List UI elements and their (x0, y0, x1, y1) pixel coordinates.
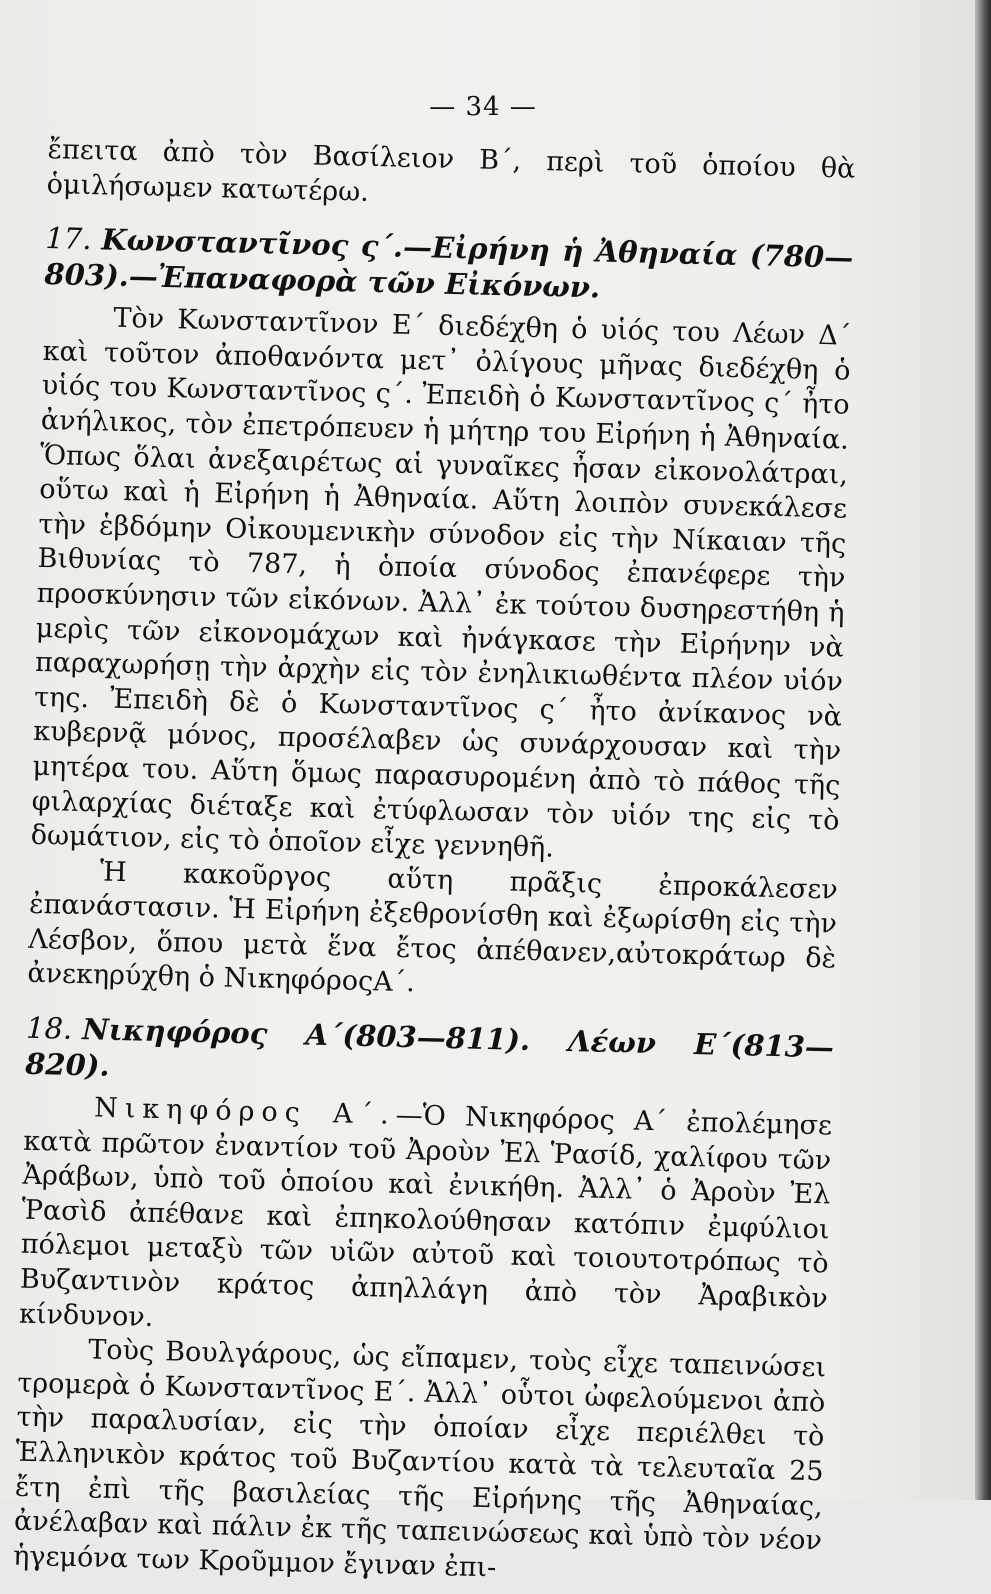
paragraph-body: —Ὁ Νικηφόρος Α΄ ἐπολέμησε κατὰ πρῶτον ἐναντίον τοῦ Ἀροὺν Ἐλ Ῥασίδ, χαλίφου τῶν Ἀράβων, ὑπὸ τοῦ ὁποίου καὶ ἐνικήθη. Ἀλλ᾽ ὁ Ἀροὺν Ἐλ Ῥασὶδ ἀπέθανε καὶ ἐπηκολούθησαν κατόπιν ἐμφύλιοι πόλεμοι μεταξὺ τῶν υἱῶν αὐτοῦ καὶ τοιουτοτρόπως τὸ Βυζαντινὸν κράτος ἀπηλλάγη ἀπὸ τὸν Ἀραβικὸν κίνδυνον. (18, 1099, 833, 1333)
page-text (13, 133, 856, 1594)
paragraph: Τοὺς Βουλγάρους, ὡς εἴπαμεν, τοὺς εἶχε ταπεινώσει τρομερὰ ὁ Κωνσταντῖνος Ε΄. Ἀλλ᾽ οὗτοι ὠφελούμενοι ἀπὸ τὴν παραλυσίαν, εἰς τὴν ὁποίαν εἶχε περιέλθει τὸ Ἑλληνικὸν κράτος τοῦ Βυζαντίου κατὰ τὰ τελευταῖα 25 ἔτη ἐπὶ τῆς βασιλείας τῆς Εἰρήνης τῆς Ἀθηναίας, ἀνέλαβαν καὶ πάλιν ἐκ τῆς ταπεινώσεως καὶ ὑπὸ τὸν νέον ἡγεμόνα των Κροῦμμον ἔγιναν ἐπι- (12, 1334, 827, 1584)
paragraph: Τὸν Κωνσταντῖνον Ε΄ διεδέχθη ὁ υἱός του Λέων Δ΄ καὶ τοῦτον ἀποθανόντα μετ᾽ ὀλίγους μῆνας διεδέχθη ὁ υἱός του Κωνσταντῖνος ς΄. Ἐπειδὴ ὁ Κωνσταντῖνος ς΄ ἦτο ἀνήλικος, τὸν ἐπετρόπευεν ἡ μήτηρ του Εἰρήνη ἡ Ἀθηναία. Ὅπως ὅλαι ἀνεξαιρέτως αἱ γυναῖκες ἦσαν εἰκονολάτραι, οὕτω καὶ ἡ Εἰρήνη ἡ Ἀθηναία. Αὕτη λοιπὸν συνεκάλεσε τὴν ἑβδόμην Οἰκουμενικὴν σύνοδον εἰς τὴν Νίκαιαν τῆς Βιθυνίας τὸ 787, ἡ ὁποία σύνοδος ἐπανέφερε τὴν προσκύνησιν τῶν εἰκόνων. Ἀλλ᾽ ἐκ τούτου δυσηρεστήθη ἡ μερὶς τῶν εἰκονομάχων καὶ ἠνάγκασε τὴν Εἰρήνην νὰ παραχωρήσῃ τὴν ἀρχὴν εἰς τὸν ἐνηλικιωθέντα πλέον υἱόν της. Ἐπειδὴ δὲ ὁ Κωνσταντῖνος ς΄ ἦτο ἀνίκανος νὰ κυβερνᾷ μόνος, προσέλαβεν ὡς συνάρχουσαν καὶ τὴν μητέρα του. Αὕτη ὅμως παρασυρομένη ἀπὸ τὸ πάθος τῆς φιλαρχίας διέταξε καὶ ἐτύφλωσαν τὸν υἱόν της εἰς τὸ δωμάτιον, εἰς τὸ ὁποῖον εἶχε γεννηθῆ. (30, 302, 852, 864)
section-number: 18. (25, 1010, 73, 1046)
paragraph-lead-term: Νικηφόρος Α΄. (93, 1092, 397, 1131)
paragraph (19, 1090, 833, 1352)
paragraph-continuation: ἔπειτα ἀπὸ τὸν Βασίλειον Β΄, περὶ τοῦ ὁποίου θὰ ὁμιλήσωμεν κατωτέρω. (46, 133, 856, 208)
section-number: 17. (45, 221, 92, 257)
section-heading-18 (25, 1010, 835, 1102)
section-heading-17 (44, 220, 854, 312)
paragraph: Ἡ κακοῦργος αὕτη πρᾶξις ἐπροκάλεσεν ἐπανάστασιν. Ἡ Εἰρήνη ἐξεθρονίσθη καὶ ἐξωρίσθη εἰς τὴν Λέσβον, ὅπου μετὰ ἕνα ἔτος ἀπέθανεν,αὐτοκράτωρ δὲ ἀνεκηρύχθη ὁ ΝικηφόροςΑ΄. (27, 856, 839, 999)
section-title: Κωνσταντῖνος ς΄.—Εἰρήνη ἡ Ἀθηναία (780—803).—Ἐπαναφορὰ τῶν Εἰκόνων. (44, 222, 854, 305)
book-spine-edge (975, 0, 991, 1500)
page-number: — 34 — (429, 92, 537, 122)
section-title: Νικηφόρος Α΄(803—811). Λέων Ε΄(813—820). (24, 1012, 835, 1083)
